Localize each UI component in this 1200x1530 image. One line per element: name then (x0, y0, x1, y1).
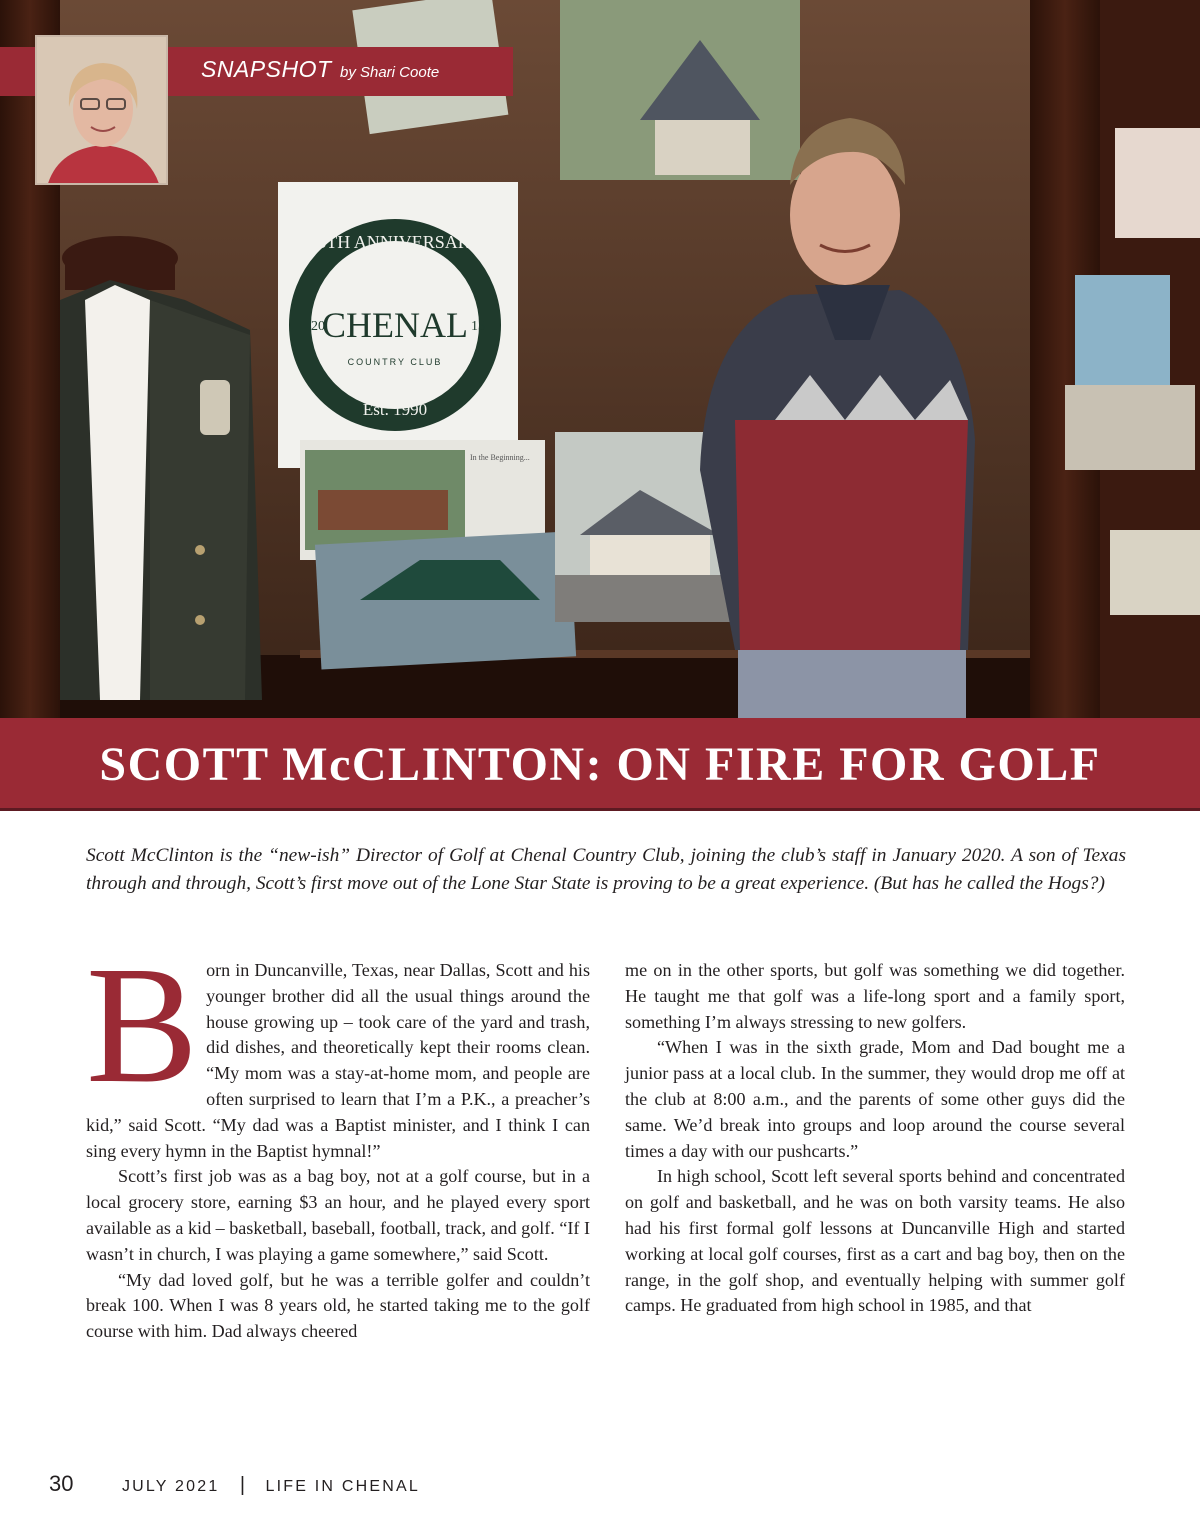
paragraph (86, 932, 590, 1164)
hero-photo (0, 0, 1200, 720)
page-number: 30 (49, 1471, 74, 1496)
body-column-1 (86, 932, 590, 1345)
publication-name: LIFE IN CHENAL (265, 1478, 420, 1495)
author-photo (35, 35, 168, 185)
drop-cap: B (86, 932, 199, 1118)
byline: by Shari Coote (339, 64, 440, 81)
brochure-1 (1115, 128, 1200, 238)
issue-date: JULY 2021 (121, 1478, 220, 1495)
section-label: SNAPSHOT (201, 56, 332, 82)
paragraph: “My dad loved golf, but he was a terrible golfer and couldn’t break 100. When I was 8 years old, he started taking me to the golf course with him. Dad always cheered (86, 1269, 590, 1342)
sign-est-text: Est. 1990 (362, 400, 428, 419)
paragraph: “When I was in the sixth grade, Mom and Dad bought me a junior pass at a local club. In the summer, they would drop me off at the club at 8:00 a.m., and the parents of some other guys did the same. We’d break into groups and loop around the course several times a day with our pushcarts.” (625, 1037, 1125, 1161)
course-map (1110, 530, 1200, 615)
body-column-2 (625, 958, 1125, 1319)
sign-year-right: 15 (471, 319, 485, 334)
footer-separator: | (239, 1474, 246, 1496)
sign-country-club-text: COUNTRY CLUB (347, 357, 443, 367)
display-case-scene (0, 0, 1200, 720)
brochure-2 (1075, 275, 1170, 385)
sign-chenal-text: CHENAL (322, 305, 468, 345)
paragraph: In high school, Scott left several sports behind and concentrated on golf and basketball, and he was on both varsity teams. He also had his first formal golf lessons at Duncanville High and started working at local golf courses, first as a cart and bag boy, then on the range, in the golf shop, and eventually helping with summer golf camps. He graduated from high school in 1985, and that (625, 1166, 1125, 1316)
paragraph: Scott’s first job was as a bag boy, not at a golf course, but in a local grocery store, earning $3 an hour, and he played every sport available as a kid – basketball, baseball, football, track, and golf. “If I wasn’t in church, I was playing a game somewhere,” said Scott. (86, 1166, 590, 1264)
paragraph: me on in the other sports, but golf was something we did together. He taught me that golf was a life-long sport and a family sport, something I’m always stressing to new golfers. (625, 960, 1125, 1032)
brochure-3 (1065, 385, 1195, 470)
article-title: SCOTT McCLINTON: ON FIRE FOR GOLF (99, 738, 1101, 791)
section-header (201, 56, 439, 83)
history-photo-caption: In the Beginning... (470, 453, 530, 462)
page-footer (49, 1471, 420, 1497)
sign-anniversary-text: 25TH ANNIVERSARY (308, 232, 482, 252)
history-photo-2 (315, 531, 576, 669)
author-portrait (37, 37, 168, 185)
paragraph-text: orn in Duncanville, Texas, near Dallas, Scott and his younger brother did all the usual things around the house growing up – took care of the yard and trash, did dishes, and theoretically kept their rooms clean. “My mom was a stay-at-home mom, and people are often surprised to learn that I’m a P.K., a preacher’s kid,” said Scott. “My dad was a Baptist minister, and I think I can sing every hymn in the Baptist hymnal!” (86, 960, 590, 1161)
article-dek: Scott McClinton is the “new-ish” Director of Golf at Chenal Country Club, joining the club’s staff in January 2020. A son of Texas through and through, Scott’s first move out of the Lone Star State is proving to be a great experience. (But has he called the Hogs?) (86, 845, 1126, 894)
sign-year-left: 20 (311, 319, 325, 334)
blazer-crest (200, 380, 230, 435)
